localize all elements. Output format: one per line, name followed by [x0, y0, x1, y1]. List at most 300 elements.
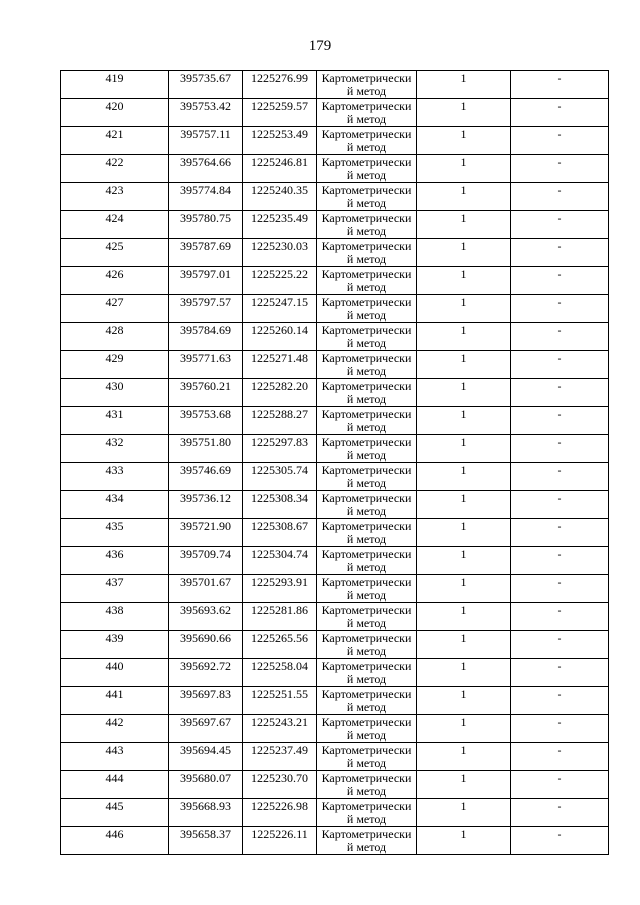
accuracy-cell [417, 519, 511, 547]
note-cell [511, 491, 609, 519]
y-coordinate-cell-text: 1225271.48 [251, 351, 308, 365]
method-cell-text: Картометрически й метод [321, 351, 412, 378]
x-coordinate-cell [169, 295, 243, 323]
x-coordinate-cell [169, 547, 243, 575]
point-number-cell [61, 295, 169, 323]
y-coordinate-cell [243, 491, 317, 519]
point-number-cell [61, 687, 169, 715]
table-row [61, 715, 609, 743]
method-cell-text: Картометрически й метод [321, 295, 412, 322]
method-cell [317, 351, 417, 379]
point-number-cell-text: 427 [105, 295, 124, 309]
accuracy-cell [417, 771, 511, 799]
method-cell-text: Картометрически й метод [321, 407, 412, 434]
method-cell-text: Картометрически й метод [321, 155, 412, 182]
method-cell [317, 127, 417, 155]
note-cell-text: - [557, 211, 562, 225]
method-cell-text: Картометрически й метод [321, 547, 412, 574]
method-cell [317, 295, 417, 323]
x-coordinate-cell [169, 407, 243, 435]
y-coordinate-cell [243, 659, 317, 687]
y-coordinate-cell [243, 379, 317, 407]
table-row [61, 799, 609, 827]
accuracy-cell-text: 1 [460, 771, 467, 785]
y-coordinate-cell-text: 1225293.91 [251, 575, 308, 589]
accuracy-cell [417, 183, 511, 211]
accuracy-cell [417, 547, 511, 575]
note-cell-text: - [557, 771, 562, 785]
x-coordinate-cell [169, 771, 243, 799]
note-cell [511, 799, 609, 827]
note-cell [511, 435, 609, 463]
accuracy-cell-text: 1 [460, 463, 467, 477]
method-cell [317, 267, 417, 295]
accuracy-cell [417, 99, 511, 127]
note-cell-text: - [557, 659, 562, 673]
point-number-cell [61, 743, 169, 771]
table-row [61, 575, 609, 603]
method-cell [317, 631, 417, 659]
point-number-cell [61, 827, 169, 855]
x-coordinate-cell-text: 395690.66 [180, 631, 231, 645]
y-coordinate-cell [243, 687, 317, 715]
table-row [61, 351, 609, 379]
accuracy-cell [417, 603, 511, 631]
x-coordinate-cell [169, 631, 243, 659]
x-coordinate-cell-text: 395701.67 [180, 575, 231, 589]
accuracy-cell [417, 155, 511, 183]
x-coordinate-cell [169, 267, 243, 295]
note-cell-text: - [557, 295, 562, 309]
note-cell-text: - [557, 407, 562, 421]
note-cell-text: - [557, 603, 562, 617]
x-coordinate-cell [169, 71, 243, 99]
table-row [61, 71, 609, 99]
point-number-cell-text: 423 [105, 183, 124, 197]
accuracy-cell-text: 1 [460, 183, 467, 197]
accuracy-cell-text: 1 [460, 295, 467, 309]
point-number-cell [61, 211, 169, 239]
note-cell-text: - [557, 267, 562, 281]
x-coordinate-cell [169, 463, 243, 491]
y-coordinate-cell-text: 1225305.74 [251, 463, 308, 477]
method-cell [317, 463, 417, 491]
note-cell-text: - [557, 547, 562, 561]
point-number-cell-text: 442 [105, 715, 124, 729]
method-cell-text: Картометрически й метод [321, 827, 412, 854]
method-cell-text: Картометрически й метод [321, 659, 412, 686]
table-row [61, 491, 609, 519]
x-coordinate-cell [169, 211, 243, 239]
method-cell-text: Картометрически й метод [321, 715, 412, 742]
y-coordinate-cell-text: 1225258.04 [251, 659, 308, 673]
point-number-cell-text: 438 [105, 603, 124, 617]
y-coordinate-cell [243, 211, 317, 239]
y-coordinate-cell-text: 1225281.86 [251, 603, 308, 617]
method-cell-text: Картометрически й метод [321, 687, 412, 714]
x-coordinate-cell-text: 395694.45 [180, 743, 231, 757]
accuracy-cell [417, 435, 511, 463]
y-coordinate-cell-text: 1225226.11 [251, 827, 308, 841]
note-cell [511, 183, 609, 211]
method-cell [317, 743, 417, 771]
y-coordinate-cell-text: 1225237.49 [251, 743, 308, 757]
accuracy-cell-text: 1 [460, 155, 467, 169]
note-cell-text: - [557, 155, 562, 169]
method-cell [317, 239, 417, 267]
y-coordinate-cell [243, 183, 317, 211]
note-cell-text: - [557, 743, 562, 757]
method-cell [317, 435, 417, 463]
point-number-cell [61, 239, 169, 267]
accuracy-cell [417, 799, 511, 827]
note-cell [511, 547, 609, 575]
method-cell-text: Картометрически й метод [321, 267, 412, 294]
note-cell-text: - [557, 183, 562, 197]
method-cell-text: Картометрически й метод [321, 575, 412, 602]
y-coordinate-cell-text: 1225243.21 [251, 715, 308, 729]
accuracy-cell [417, 743, 511, 771]
accuracy-cell [417, 687, 511, 715]
y-coordinate-cell-text: 1225235.49 [251, 211, 308, 225]
x-coordinate-cell [169, 827, 243, 855]
point-number-cell [61, 379, 169, 407]
x-coordinate-cell [169, 239, 243, 267]
x-coordinate-cell-text: 395693.62 [180, 603, 231, 617]
point-number-cell-text: 435 [105, 519, 124, 533]
y-coordinate-cell-text: 1225246.81 [251, 155, 308, 169]
accuracy-cell-text: 1 [460, 743, 467, 757]
point-number-cell [61, 547, 169, 575]
point-number-cell-text: 433 [105, 463, 124, 477]
method-cell-text: Картометрически й метод [321, 603, 412, 630]
accuracy-cell-text: 1 [460, 407, 467, 421]
y-coordinate-cell [243, 743, 317, 771]
point-number-cell [61, 99, 169, 127]
point-number-cell [61, 491, 169, 519]
note-cell [511, 295, 609, 323]
note-cell [511, 323, 609, 351]
point-number-cell [61, 463, 169, 491]
x-coordinate-cell-text: 395746.69 [180, 463, 231, 477]
point-number-cell-text: 436 [105, 547, 124, 561]
point-number-cell [61, 267, 169, 295]
point-number-cell [61, 183, 169, 211]
accuracy-cell [417, 379, 511, 407]
table-row [61, 547, 609, 575]
point-number-cell-text: 419 [105, 71, 124, 85]
accuracy-cell-text: 1 [460, 547, 467, 561]
x-coordinate-cell-text: 395697.67 [180, 715, 231, 729]
note-cell [511, 211, 609, 239]
point-number-cell-text: 445 [105, 799, 124, 813]
x-coordinate-cell [169, 435, 243, 463]
y-coordinate-cell [243, 323, 317, 351]
x-coordinate-cell [169, 379, 243, 407]
x-coordinate-cell [169, 743, 243, 771]
x-coordinate-cell [169, 575, 243, 603]
x-coordinate-cell [169, 99, 243, 127]
accuracy-cell-text: 1 [460, 491, 467, 505]
point-number-cell [61, 127, 169, 155]
method-cell [317, 715, 417, 743]
point-number-cell-text: 430 [105, 379, 124, 393]
y-coordinate-cell [243, 715, 317, 743]
method-cell [317, 575, 417, 603]
point-number-cell-text: 429 [105, 351, 124, 365]
point-number-cell [61, 659, 169, 687]
point-number-cell [61, 715, 169, 743]
table-row [61, 267, 609, 295]
accuracy-cell [417, 491, 511, 519]
point-number-cell-text: 424 [105, 211, 124, 225]
method-cell [317, 827, 417, 855]
note-cell [511, 99, 609, 127]
note-cell [511, 631, 609, 659]
method-cell [317, 211, 417, 239]
accuracy-cell [417, 127, 511, 155]
point-number-cell-text: 431 [105, 407, 124, 421]
page-number: 179 [308, 38, 332, 54]
accuracy-cell [417, 323, 511, 351]
method-cell-text: Картометрически й метод [321, 323, 412, 350]
point-number-cell-text: 441 [105, 687, 124, 701]
method-cell-text: Картометрически й метод [321, 491, 412, 518]
x-coordinate-cell [169, 715, 243, 743]
table-row [61, 127, 609, 155]
method-cell-text: Картометрически й метод [321, 71, 412, 98]
method-cell [317, 99, 417, 127]
table-row [61, 379, 609, 407]
y-coordinate-cell-text: 1225260.14 [251, 323, 308, 337]
y-coordinate-cell [243, 519, 317, 547]
method-cell-text: Картометрически й метод [321, 519, 412, 546]
point-number-cell [61, 155, 169, 183]
accuracy-cell-text: 1 [460, 519, 467, 533]
y-coordinate-cell-text: 1225288.27 [251, 407, 308, 421]
note-cell-text: - [557, 127, 562, 141]
note-cell-text: - [557, 799, 562, 813]
note-cell [511, 351, 609, 379]
x-coordinate-cell-text: 395697.83 [180, 687, 231, 701]
table-row [61, 687, 609, 715]
accuracy-cell-text: 1 [460, 379, 467, 393]
y-coordinate-cell [243, 155, 317, 183]
y-coordinate-cell-text: 1225304.74 [251, 547, 308, 561]
x-coordinate-cell-text: 395797.01 [180, 267, 231, 281]
method-cell [317, 771, 417, 799]
y-coordinate-cell [243, 435, 317, 463]
note-cell-text: - [557, 715, 562, 729]
accuracy-cell-text: 1 [460, 687, 467, 701]
note-cell-text: - [557, 71, 562, 85]
accuracy-cell-text: 1 [460, 351, 467, 365]
note-cell [511, 687, 609, 715]
accuracy-cell [417, 267, 511, 295]
table-row [61, 659, 609, 687]
accuracy-cell [417, 211, 511, 239]
point-number-cell-text: 446 [105, 827, 124, 841]
x-coordinate-cell-text: 395753.68 [180, 407, 231, 421]
y-coordinate-cell [243, 463, 317, 491]
y-coordinate-cell-text: 1225308.34 [251, 491, 308, 505]
point-number-cell [61, 631, 169, 659]
method-cell [317, 799, 417, 827]
y-coordinate-cell-text: 1225230.70 [251, 771, 308, 785]
note-cell [511, 519, 609, 547]
method-cell-text: Картометрически й метод [321, 743, 412, 770]
point-number-cell-text: 425 [105, 239, 124, 253]
point-number-cell-text: 420 [105, 99, 124, 113]
y-coordinate-cell-text: 1225308.67 [251, 519, 308, 533]
y-coordinate-cell-text: 1225259.57 [251, 99, 308, 113]
note-cell-text: - [557, 379, 562, 393]
table-row [61, 183, 609, 211]
table-row [61, 211, 609, 239]
accuracy-cell-text: 1 [460, 127, 467, 141]
table-row [61, 827, 609, 855]
point-number-cell [61, 435, 169, 463]
point-number-cell [61, 575, 169, 603]
x-coordinate-cell-text: 395760.21 [180, 379, 231, 393]
note-cell-text: - [557, 631, 562, 645]
method-cell-text: Картометрически й метод [321, 771, 412, 798]
y-coordinate-cell-text: 1225265.56 [251, 631, 308, 645]
accuracy-cell [417, 631, 511, 659]
y-coordinate-cell [243, 631, 317, 659]
accuracy-cell-text: 1 [460, 211, 467, 225]
accuracy-cell-text: 1 [460, 603, 467, 617]
point-number-cell-text: 443 [105, 743, 124, 757]
note-cell-text: - [557, 687, 562, 701]
y-coordinate-cell [243, 547, 317, 575]
x-coordinate-cell [169, 491, 243, 519]
y-coordinate-cell [243, 603, 317, 631]
y-coordinate-cell [243, 239, 317, 267]
x-coordinate-cell-text: 395787.69 [180, 239, 231, 253]
method-cell-text: Картометрически й метод [321, 631, 412, 658]
point-number-cell [61, 603, 169, 631]
x-coordinate-cell [169, 155, 243, 183]
accuracy-cell [417, 575, 511, 603]
x-coordinate-cell [169, 687, 243, 715]
y-coordinate-cell [243, 575, 317, 603]
note-cell [511, 659, 609, 687]
y-coordinate-cell-text: 1225297.83 [251, 435, 308, 449]
note-cell [511, 743, 609, 771]
note-cell-text: - [557, 351, 562, 365]
point-number-cell [61, 799, 169, 827]
accuracy-cell [417, 71, 511, 99]
y-coordinate-cell [243, 127, 317, 155]
y-coordinate-cell-text: 1225247.15 [251, 295, 308, 309]
y-coordinate-cell [243, 351, 317, 379]
point-number-cell-text: 437 [105, 575, 124, 589]
method-cell [317, 687, 417, 715]
coordinates-table-body [61, 71, 609, 855]
x-coordinate-cell-text: 395735.67 [180, 71, 231, 85]
method-cell-text: Картометрически й метод [321, 379, 412, 406]
y-coordinate-cell [243, 827, 317, 855]
y-coordinate-cell [243, 295, 317, 323]
x-coordinate-cell-text: 395797.57 [180, 295, 231, 309]
method-cell [317, 323, 417, 351]
table-row [61, 771, 609, 799]
accuracy-cell [417, 295, 511, 323]
x-coordinate-cell-text: 395658.37 [180, 827, 231, 841]
coordinates-table [60, 70, 609, 855]
x-coordinate-cell [169, 323, 243, 351]
accuracy-cell [417, 715, 511, 743]
note-cell [511, 575, 609, 603]
x-coordinate-cell-text: 395751.80 [180, 435, 231, 449]
table-row [61, 323, 609, 351]
method-cell [317, 71, 417, 99]
method-cell [317, 519, 417, 547]
accuracy-cell-text: 1 [460, 323, 467, 337]
x-coordinate-cell-text: 395771.63 [180, 351, 231, 365]
x-coordinate-cell [169, 659, 243, 687]
y-coordinate-cell [243, 771, 317, 799]
point-number-cell-text: 434 [105, 491, 124, 505]
method-cell [317, 155, 417, 183]
x-coordinate-cell-text: 395780.75 [180, 211, 231, 225]
note-cell [511, 71, 609, 99]
method-cell-text: Картометрически й метод [321, 211, 412, 238]
y-coordinate-cell-text: 1225226.98 [251, 799, 308, 813]
note-cell [511, 155, 609, 183]
x-coordinate-cell-text: 395668.93 [180, 799, 231, 813]
accuracy-cell-text: 1 [460, 799, 467, 813]
x-coordinate-cell-text: 395692.72 [180, 659, 231, 673]
accuracy-cell-text: 1 [460, 631, 467, 645]
method-cell-text: Картометрически й метод [321, 239, 412, 266]
y-coordinate-cell [243, 71, 317, 99]
y-coordinate-cell-text: 1225253.49 [251, 127, 308, 141]
accuracy-cell [417, 659, 511, 687]
y-coordinate-cell [243, 267, 317, 295]
x-coordinate-cell-text: 395774.84 [180, 183, 231, 197]
x-coordinate-cell [169, 127, 243, 155]
x-coordinate-cell [169, 351, 243, 379]
table-row [61, 295, 609, 323]
note-cell [511, 379, 609, 407]
x-coordinate-cell-text: 395784.69 [180, 323, 231, 337]
table-row [61, 435, 609, 463]
x-coordinate-cell-text: 395721.90 [180, 519, 231, 533]
y-coordinate-cell-text: 1225251.55 [251, 687, 308, 701]
accuracy-cell-text: 1 [460, 239, 467, 253]
accuracy-cell-text: 1 [460, 659, 467, 673]
note-cell [511, 603, 609, 631]
x-coordinate-cell [169, 519, 243, 547]
accuracy-cell-text: 1 [460, 71, 467, 85]
note-cell [511, 239, 609, 267]
x-coordinate-cell-text: 395709.74 [180, 547, 231, 561]
x-coordinate-cell-text: 395680.07 [180, 771, 231, 785]
method-cell [317, 659, 417, 687]
method-cell [317, 603, 417, 631]
method-cell [317, 491, 417, 519]
y-coordinate-cell-text: 1225240.35 [251, 183, 308, 197]
point-number-cell-text: 426 [105, 267, 124, 281]
note-cell [511, 771, 609, 799]
y-coordinate-cell-text: 1225225.22 [251, 267, 308, 281]
note-cell [511, 715, 609, 743]
point-number-cell-text: 444 [105, 771, 124, 785]
point-number-cell [61, 771, 169, 799]
x-coordinate-cell [169, 603, 243, 631]
